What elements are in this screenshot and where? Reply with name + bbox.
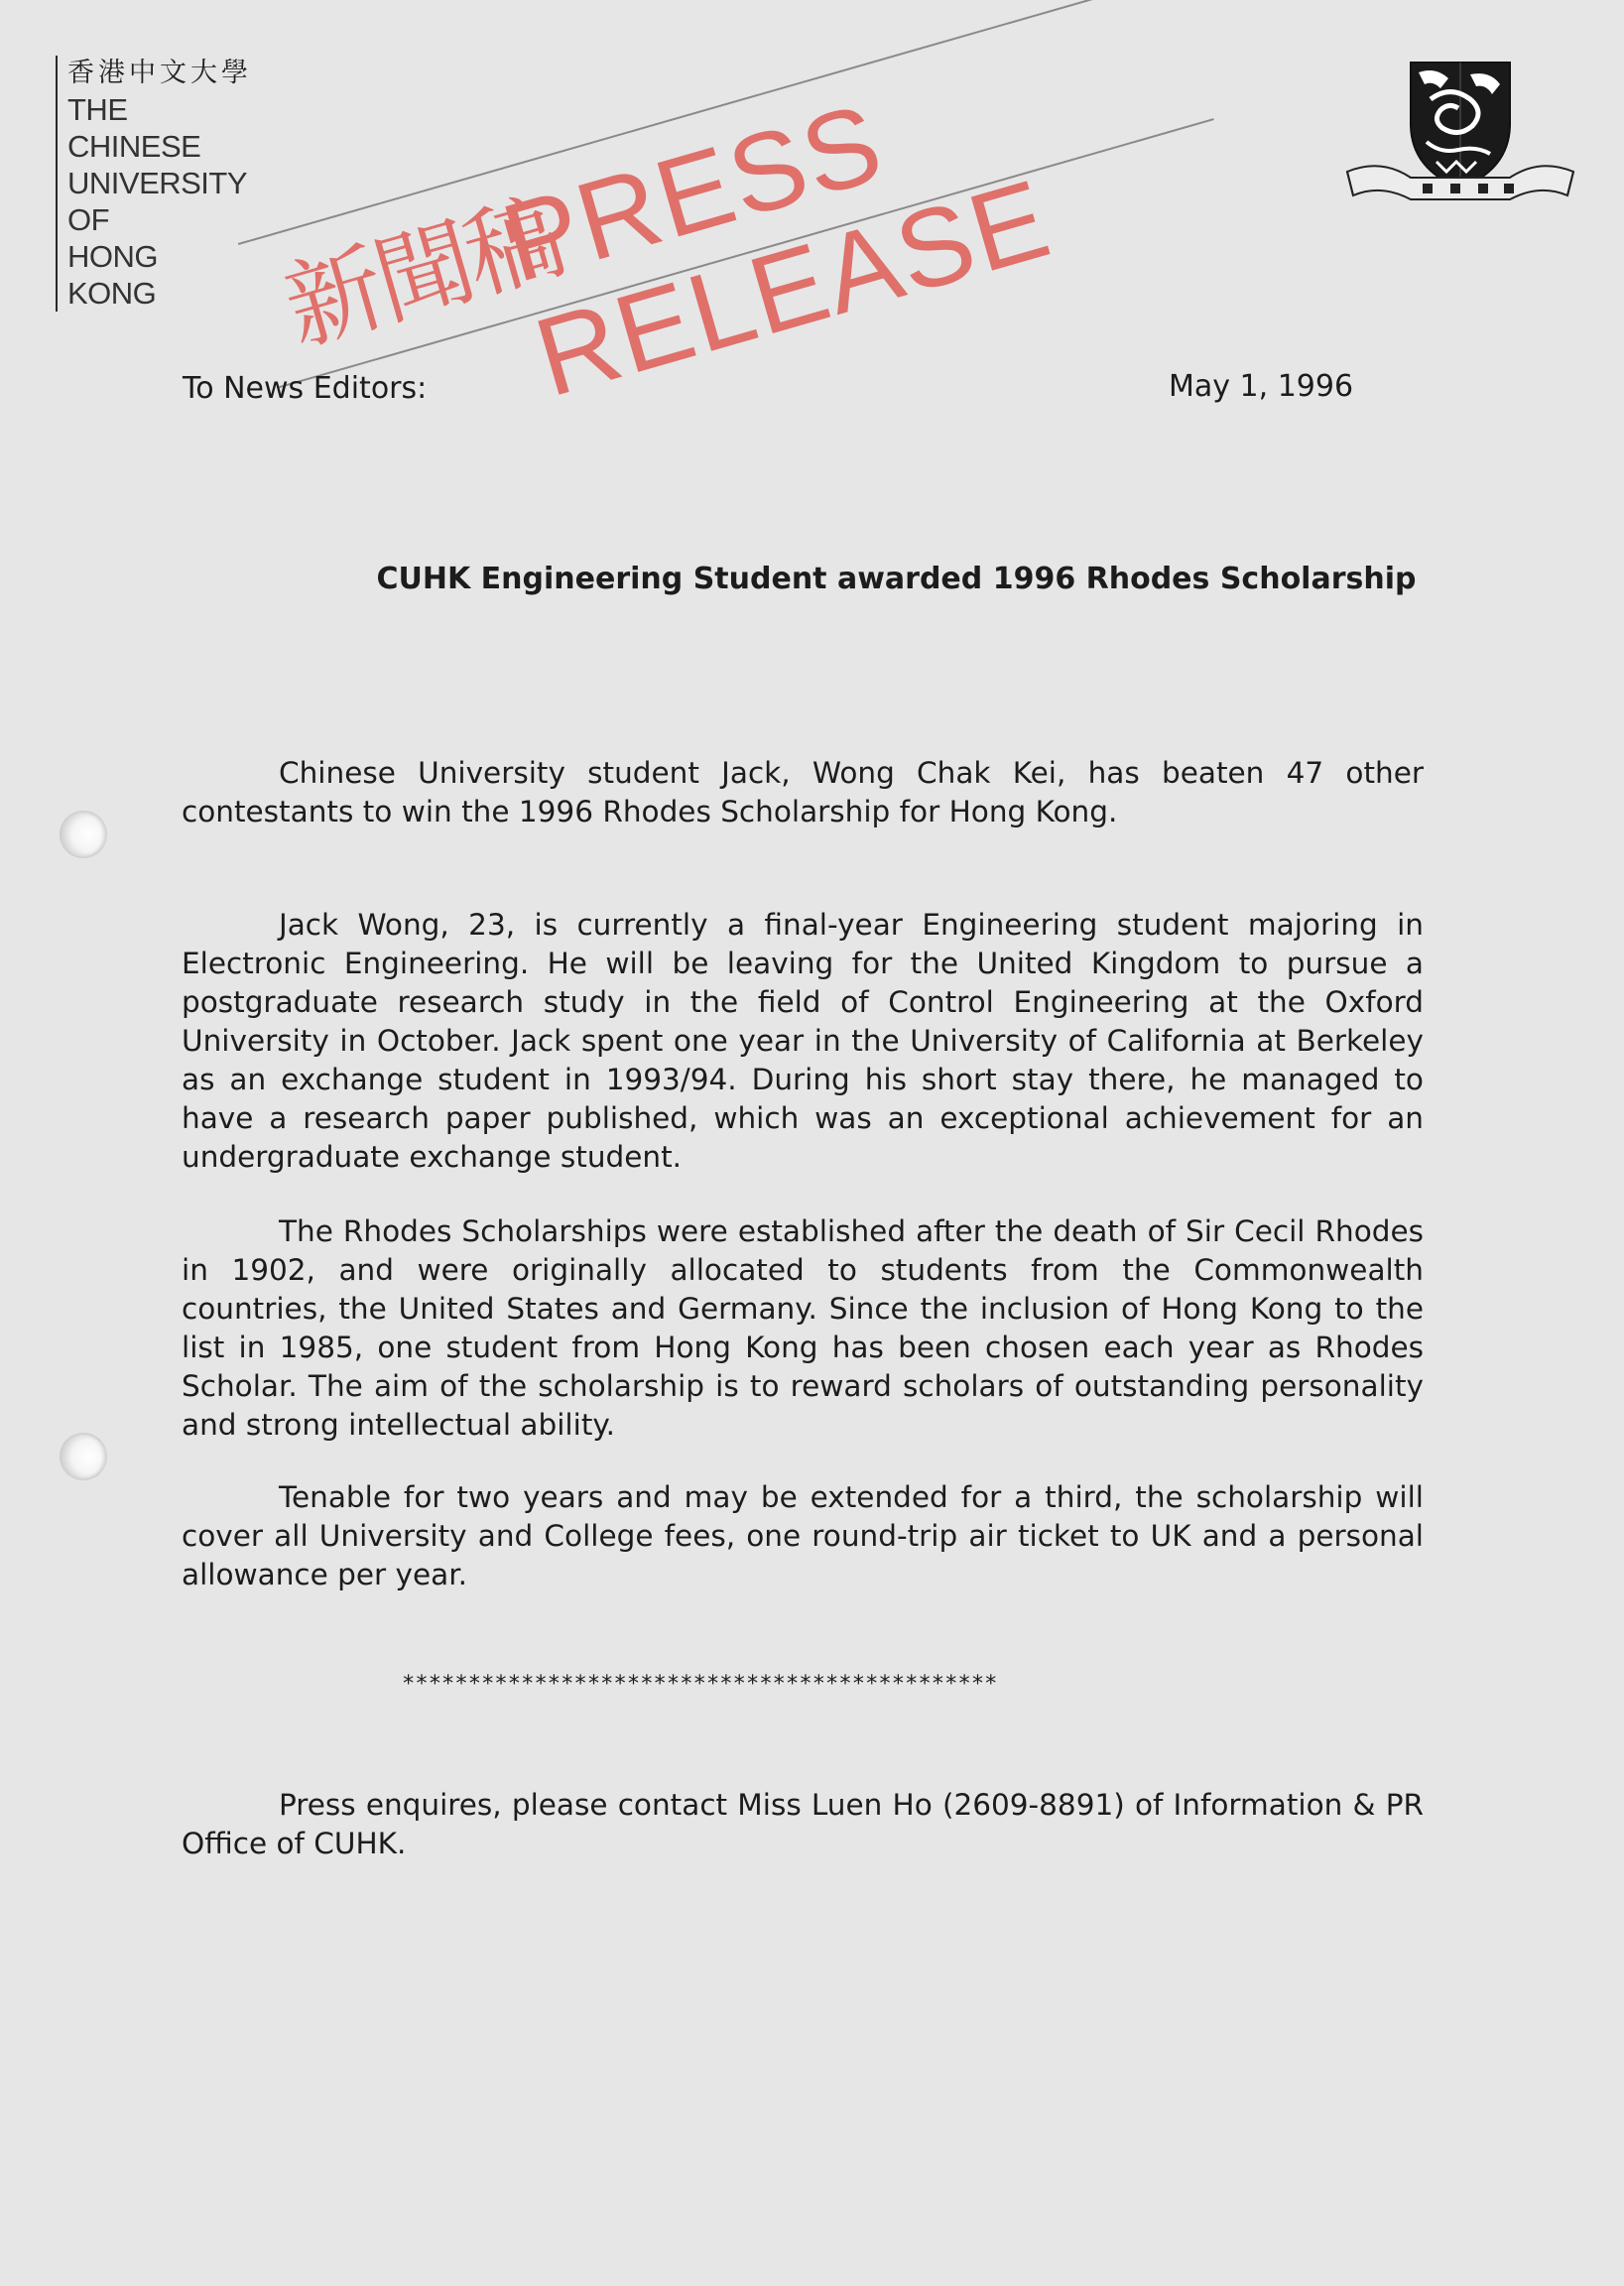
stamp-chinese-text: 新聞稿 [273,181,573,367]
university-name-line: OF [67,202,110,237]
body-paragraph: Chinese University student Jack, Wong Chak Kei, has beaten 47 other contestants to win the 1996 Rhodes Scholarship for Hong Kong. [182,756,1424,828]
university-name-line: UNIVERSITY [67,166,248,200]
release-date: May 1, 1996 [1169,369,1354,404]
university-name-line: KONG [67,276,157,311]
separator-stars: ********************************************* [402,1672,998,1697]
university-crest-icon [1341,55,1579,218]
contact-paragraph: Press enquires, please contact Miss Luen Ho (2609-8891) of Information & PR Office of CUHK. [182,1788,1424,1860]
punch-hole [60,1433,107,1480]
punch-hole [60,811,107,858]
university-name-line: HONG [67,239,158,274]
body-paragraph: Jack Wong, 23, is currently a final-year Engineering student majoring in Electronic Engineering. He will be leaving for the United Kingdom to pursue a postgraduate research study in the field of Control Engineering at the Oxford University in October. Jack spent one year in the University of California at Berkeley as an exchange student in 1993/94. During his short stay there, he managed to have a research paper published, which was an exceptional achievement for an undergraduate exchange student. [182,908,1424,1174]
body-paragraph: The Rhodes Scholarships were established after the death of Sir Cecil Rhodes in 1902, and were originally allocated to students from the Commonwealth countries, the United States and Germany. Since the inclusion of Hong Kong to the list in 1985, one student from Hong Kong has been chosen each year as Rhodes Scholar. The aim of the scholarship is to reward scholars of outstanding personality and strong intellectual ability. [182,1214,1424,1442]
stamp-english-text: PRESS RELEASE [489,79,1063,421]
university-chinese-name: 香港中文大學 [67,58,252,88]
body-paragraph: Tenable for two years and may be extended for a third, the scholarship will cover all University and College fees, one round-trip air ticket to UK and a personal allowance per year. [182,1480,1424,1591]
press-release-stamp [233,0,1222,421]
addressee: To News Editors: [183,371,428,406]
university-name-line: CHINESE [67,129,201,164]
press-release-title: CUHK Engineering Student awarded 1996 Rhodes Scholarship [376,562,1417,596]
university-name-line: THE [67,92,128,127]
